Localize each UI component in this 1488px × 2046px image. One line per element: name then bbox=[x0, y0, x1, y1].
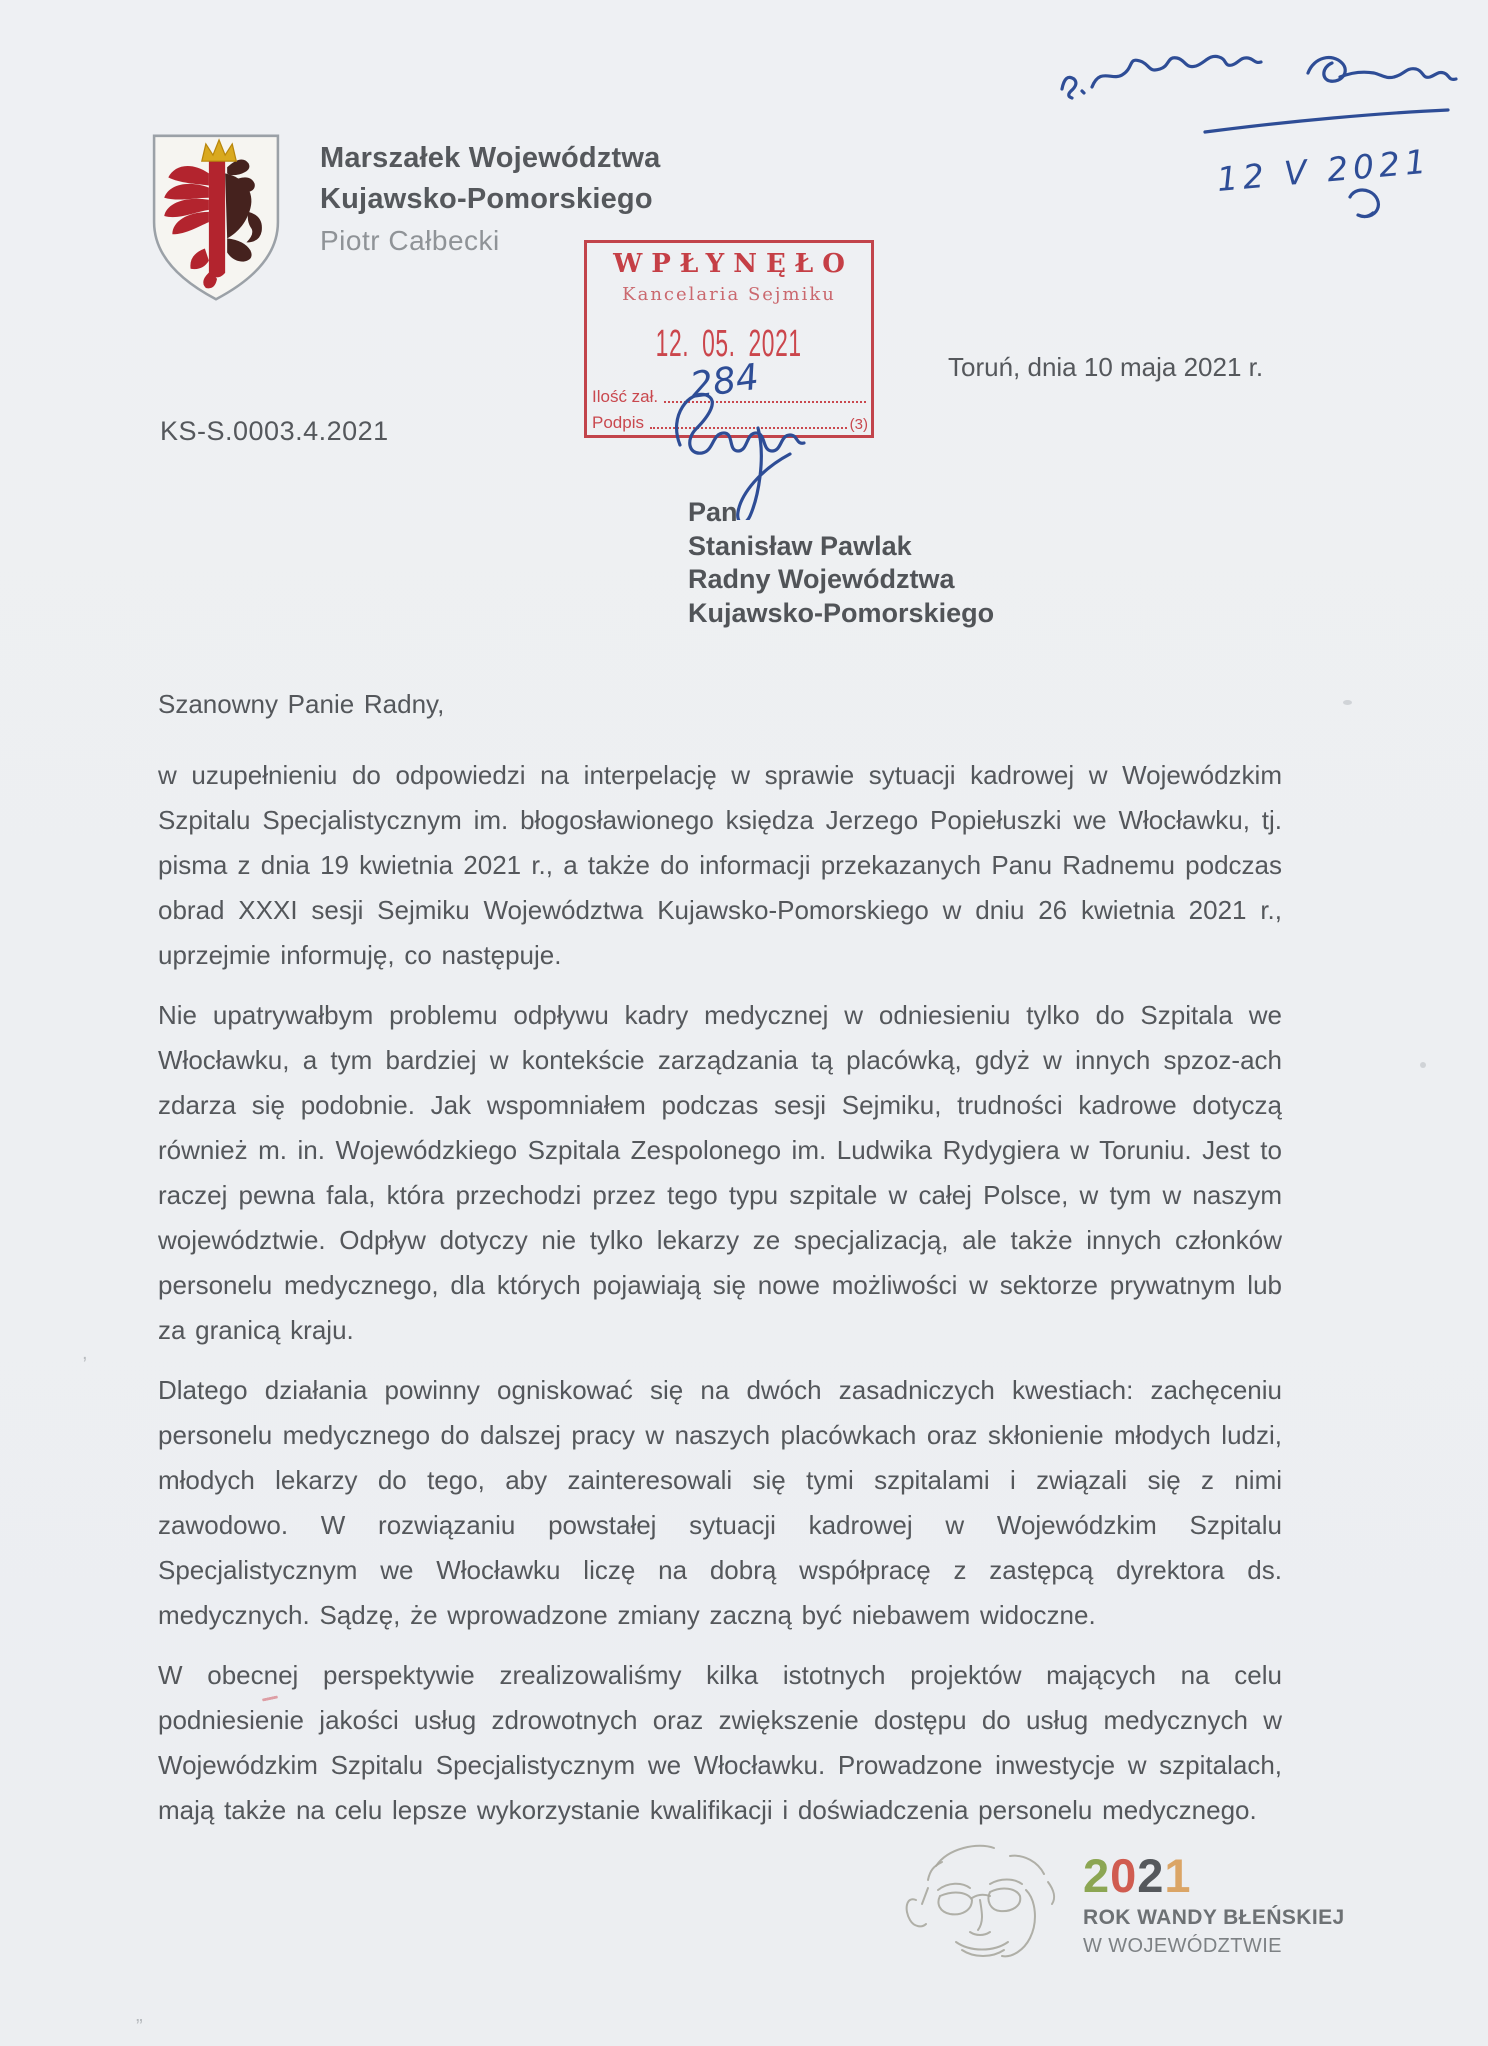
stamp-office: Kancelaria Sejmiku bbox=[622, 284, 836, 305]
body-paragraph: Nie upatrywałbym problemu odpływu kadry medycznej w odniesieniu tylko do Szpitala we Włocławku, a tym bardziej w kontekście zarządzania tą placówką, gdyż w innych spzoz-ach zdarza się podobnie. Jak wspomniałem podczas sesji Sejmiku, trudności kadrowe dotyczą również m. in. Wojewódzkiego Szpitala Zespolonego im. Ludwika Rydygiera w Toruniu. Jest to raczej pewna fala, która przechodzi przez tego typu szpitale w całej Polsce, w tym w naszym województwie. Odpływ dotyczy nie tylko lekarzy ze specjalizacją, ale także innych członków personelu medycznego, dla których pojawiają się nowe możliwości w sektorze prywatnym lub za granicą kraju. bbox=[158, 1000, 1282, 1345]
handwritten-underline bbox=[1205, 110, 1448, 132]
stamp-date: 12. 05. 2021 bbox=[656, 323, 802, 365]
stamp-attachments-label: Ilość zał. bbox=[592, 387, 659, 406]
wanda-blenska-portrait-sketch bbox=[898, 1838, 1070, 1980]
salutation: Szanowny Panie Radny, bbox=[158, 689, 445, 719]
year-logo-line1: ROK WANDY BŁEŃSKIEJ bbox=[1083, 1906, 1345, 1929]
body-paragraph: Dlatego działania powinny ogniskować się na dwóch zasadniczych kwestiach: zachęceniu personelu medycznego do dalszej pracy w naszych placówkach oraz skłonienie młodych ludzi, młodych lekarzy do tego, aby zainteresowali się tymi szpitalami i związali się z nimi zawodowo. W rozwiązaniu powstałej sytuacji kadrowej w Wojewódzkim Szpitalu Specjalistycznym we Włocławku liczę na dobrą współpracę z zastępcą dyrektora ds. medycznych. Sądzę, że wprowadzone zmiany zaczną być niebawem widoczne. bbox=[158, 1375, 1282, 1630]
handwritten-note bbox=[1040, 25, 1470, 235]
recipient-line: Radny Województwa bbox=[688, 564, 955, 594]
reference-number: KS-S.0003.4.2021 bbox=[160, 416, 389, 446]
recipient-line: Pan bbox=[688, 497, 738, 527]
org-name-line1: Marszałek Województwa bbox=[320, 142, 661, 174]
year-2021: 2021 bbox=[1083, 1849, 1192, 1902]
org-name-line2: Kujawsko-Pomorskiego bbox=[320, 183, 653, 215]
year-logo bbox=[1083, 1849, 1345, 1958]
scan-mark: , bbox=[82, 1342, 88, 1364]
recipient-line: Kujawsko-Pomorskiego bbox=[688, 597, 995, 628]
letter-body bbox=[158, 682, 1282, 1833]
clerk-signature-scribble bbox=[640, 350, 860, 520]
stamp-corner-note: (3) bbox=[849, 416, 868, 433]
handwritten-attachment-count: 284 bbox=[687, 356, 762, 407]
recipient-line: Stanisław Pawlak bbox=[688, 530, 912, 561]
place-date: Toruń, dnia 10 maja 2021 r. bbox=[948, 352, 1264, 382]
scan-speckle bbox=[1343, 700, 1352, 705]
scan-mark: „ bbox=[136, 2004, 143, 2026]
scan-speckle bbox=[1420, 1062, 1426, 1068]
handwritten-date: 12 V 2021 bbox=[1215, 141, 1433, 199]
stamp-title: WPŁYNĘŁO bbox=[613, 249, 854, 279]
body-paragraph: w uzupełnieniu do odpowiedzi na interpelację w sprawie sytuacji kadrowej w Wojewódzkim Szpitalu Specjalistycznym im. błogosławionego księdza Jerzego Popiełuszki we Włocławku, tj. pisma z dnia 19 kwietnia 2021 r., a także do informacji przekazanych Panu Radnemu podczas obrad XXXI sesji Sejmiku Województwa Kujawsko-Pomorskiego w dniu 26 kwietnia 2021 r., uprzejmie informuję, co następuje. bbox=[158, 760, 1282, 970]
coat-of-arms-icon bbox=[148, 130, 284, 304]
year-logo-line2: W WOJEWÓDZTWIE bbox=[1083, 1935, 1282, 1957]
stamp-signature-label: Podpis bbox=[592, 413, 644, 432]
body-paragraph: W obecnej perspektywie zrealizowaliśmy kilka istotnych projektów mających na celu podniesienie jakości usług zdrowotnych oraz zwiększenie dostępu do usług medycznych w Wojewódzkim Szpitalu Specjalistycznym we Włocławku. Prowadzone inwestycje w szpitalach, mają także na celu lepsze wykorzystanie kwalifikacji i doświadczenia personelu medycznego. bbox=[158, 1660, 1282, 1825]
marshal-name: Piotr Całbecki bbox=[320, 225, 500, 256]
recipient-block bbox=[688, 496, 994, 630]
